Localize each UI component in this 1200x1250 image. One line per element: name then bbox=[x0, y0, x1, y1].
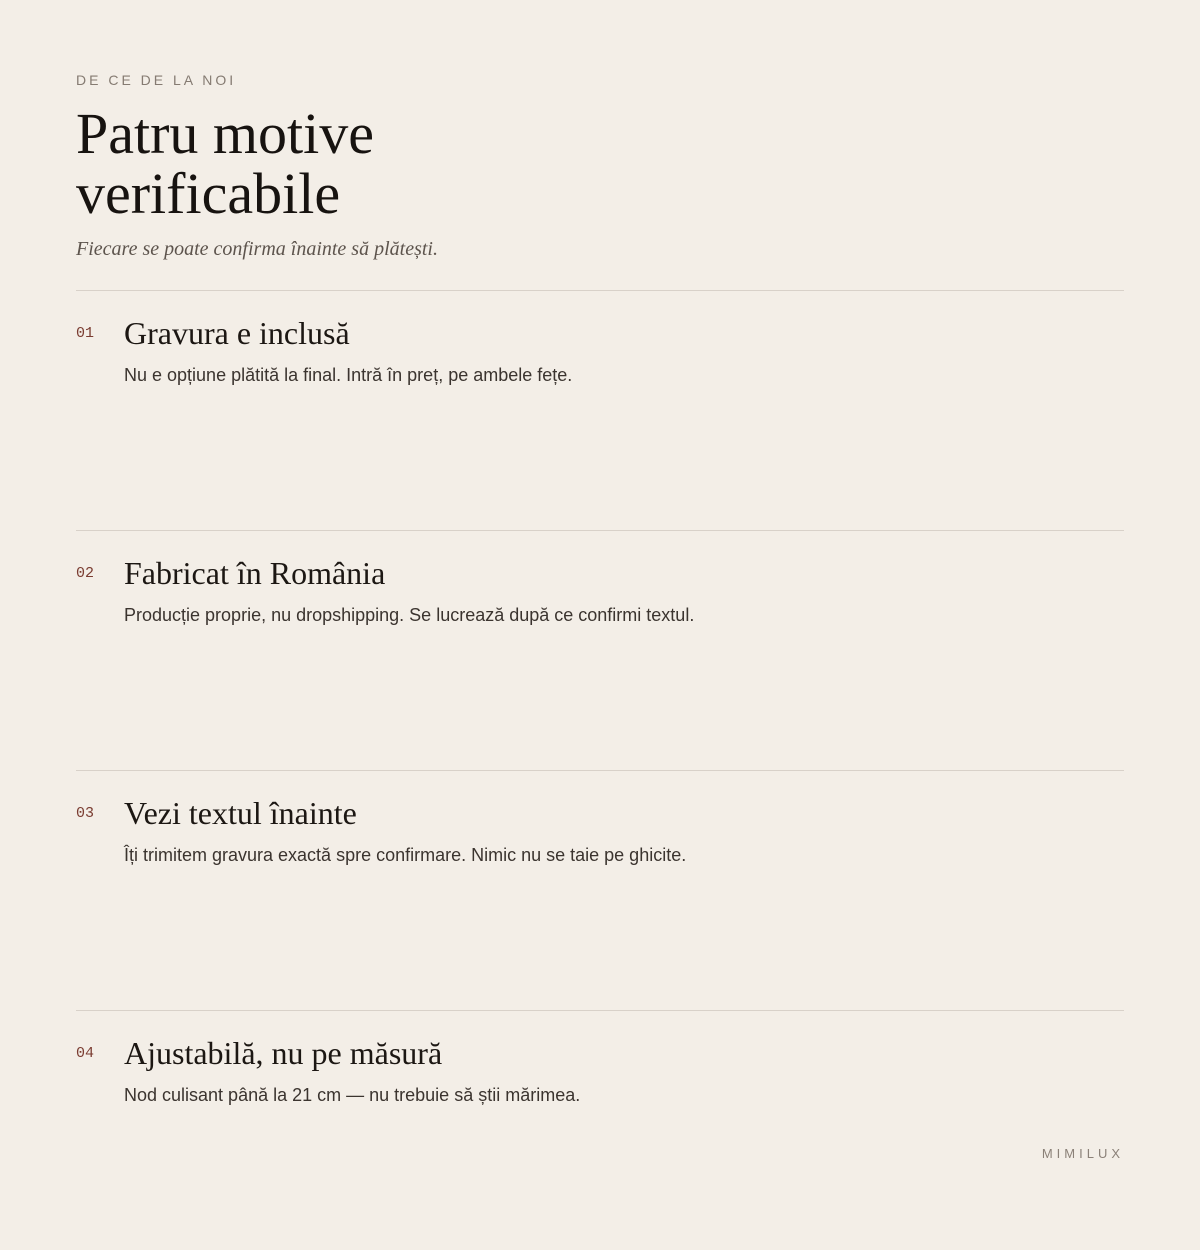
reason-description: Nod culisant până la 21 cm — nu trebuie să știi mărimea. bbox=[124, 1085, 581, 1105]
reason-item bbox=[76, 530, 1124, 770]
reason-title: Fabricat în România bbox=[124, 555, 386, 591]
reason-number: 03 bbox=[76, 805, 95, 822]
reason-title: Vezi textul înainte bbox=[124, 795, 357, 831]
reason-title: Ajustabilă, nu pe măsură bbox=[124, 1035, 443, 1071]
reason-description: Îți trimitem gravura exactă spre confirmare. Nimic nu se taie pe ghicite. bbox=[124, 845, 687, 865]
section-subtitle: Fiecare se poate confirma înainte să plătești. bbox=[76, 238, 438, 260]
brand-wordmark: MIMILUX bbox=[1041, 1146, 1124, 1161]
reason-item bbox=[76, 1010, 1124, 1250]
reason-number: 01 bbox=[76, 325, 95, 342]
section-title: Patru motive verificabile bbox=[76, 101, 375, 226]
reason-description: Nu e opțiune plătită la final. Intră în preț, pe ambele fețe. bbox=[124, 365, 573, 385]
reason-title: Gravura e inclusă bbox=[124, 315, 350, 351]
reason-item bbox=[76, 290, 1124, 530]
reason-number: 02 bbox=[76, 565, 95, 582]
reasons-section bbox=[76, 0, 1124, 1200]
reasons-list bbox=[76, 290, 1124, 1250]
reason-number: 04 bbox=[76, 1045, 95, 1062]
section-eyebrow: DE CE DE LA NOI bbox=[76, 72, 237, 88]
reason-description: Producție proprie, nu dropshipping. Se lucrează după ce confirmi textul. bbox=[124, 605, 695, 625]
reason-item bbox=[76, 770, 1124, 1010]
